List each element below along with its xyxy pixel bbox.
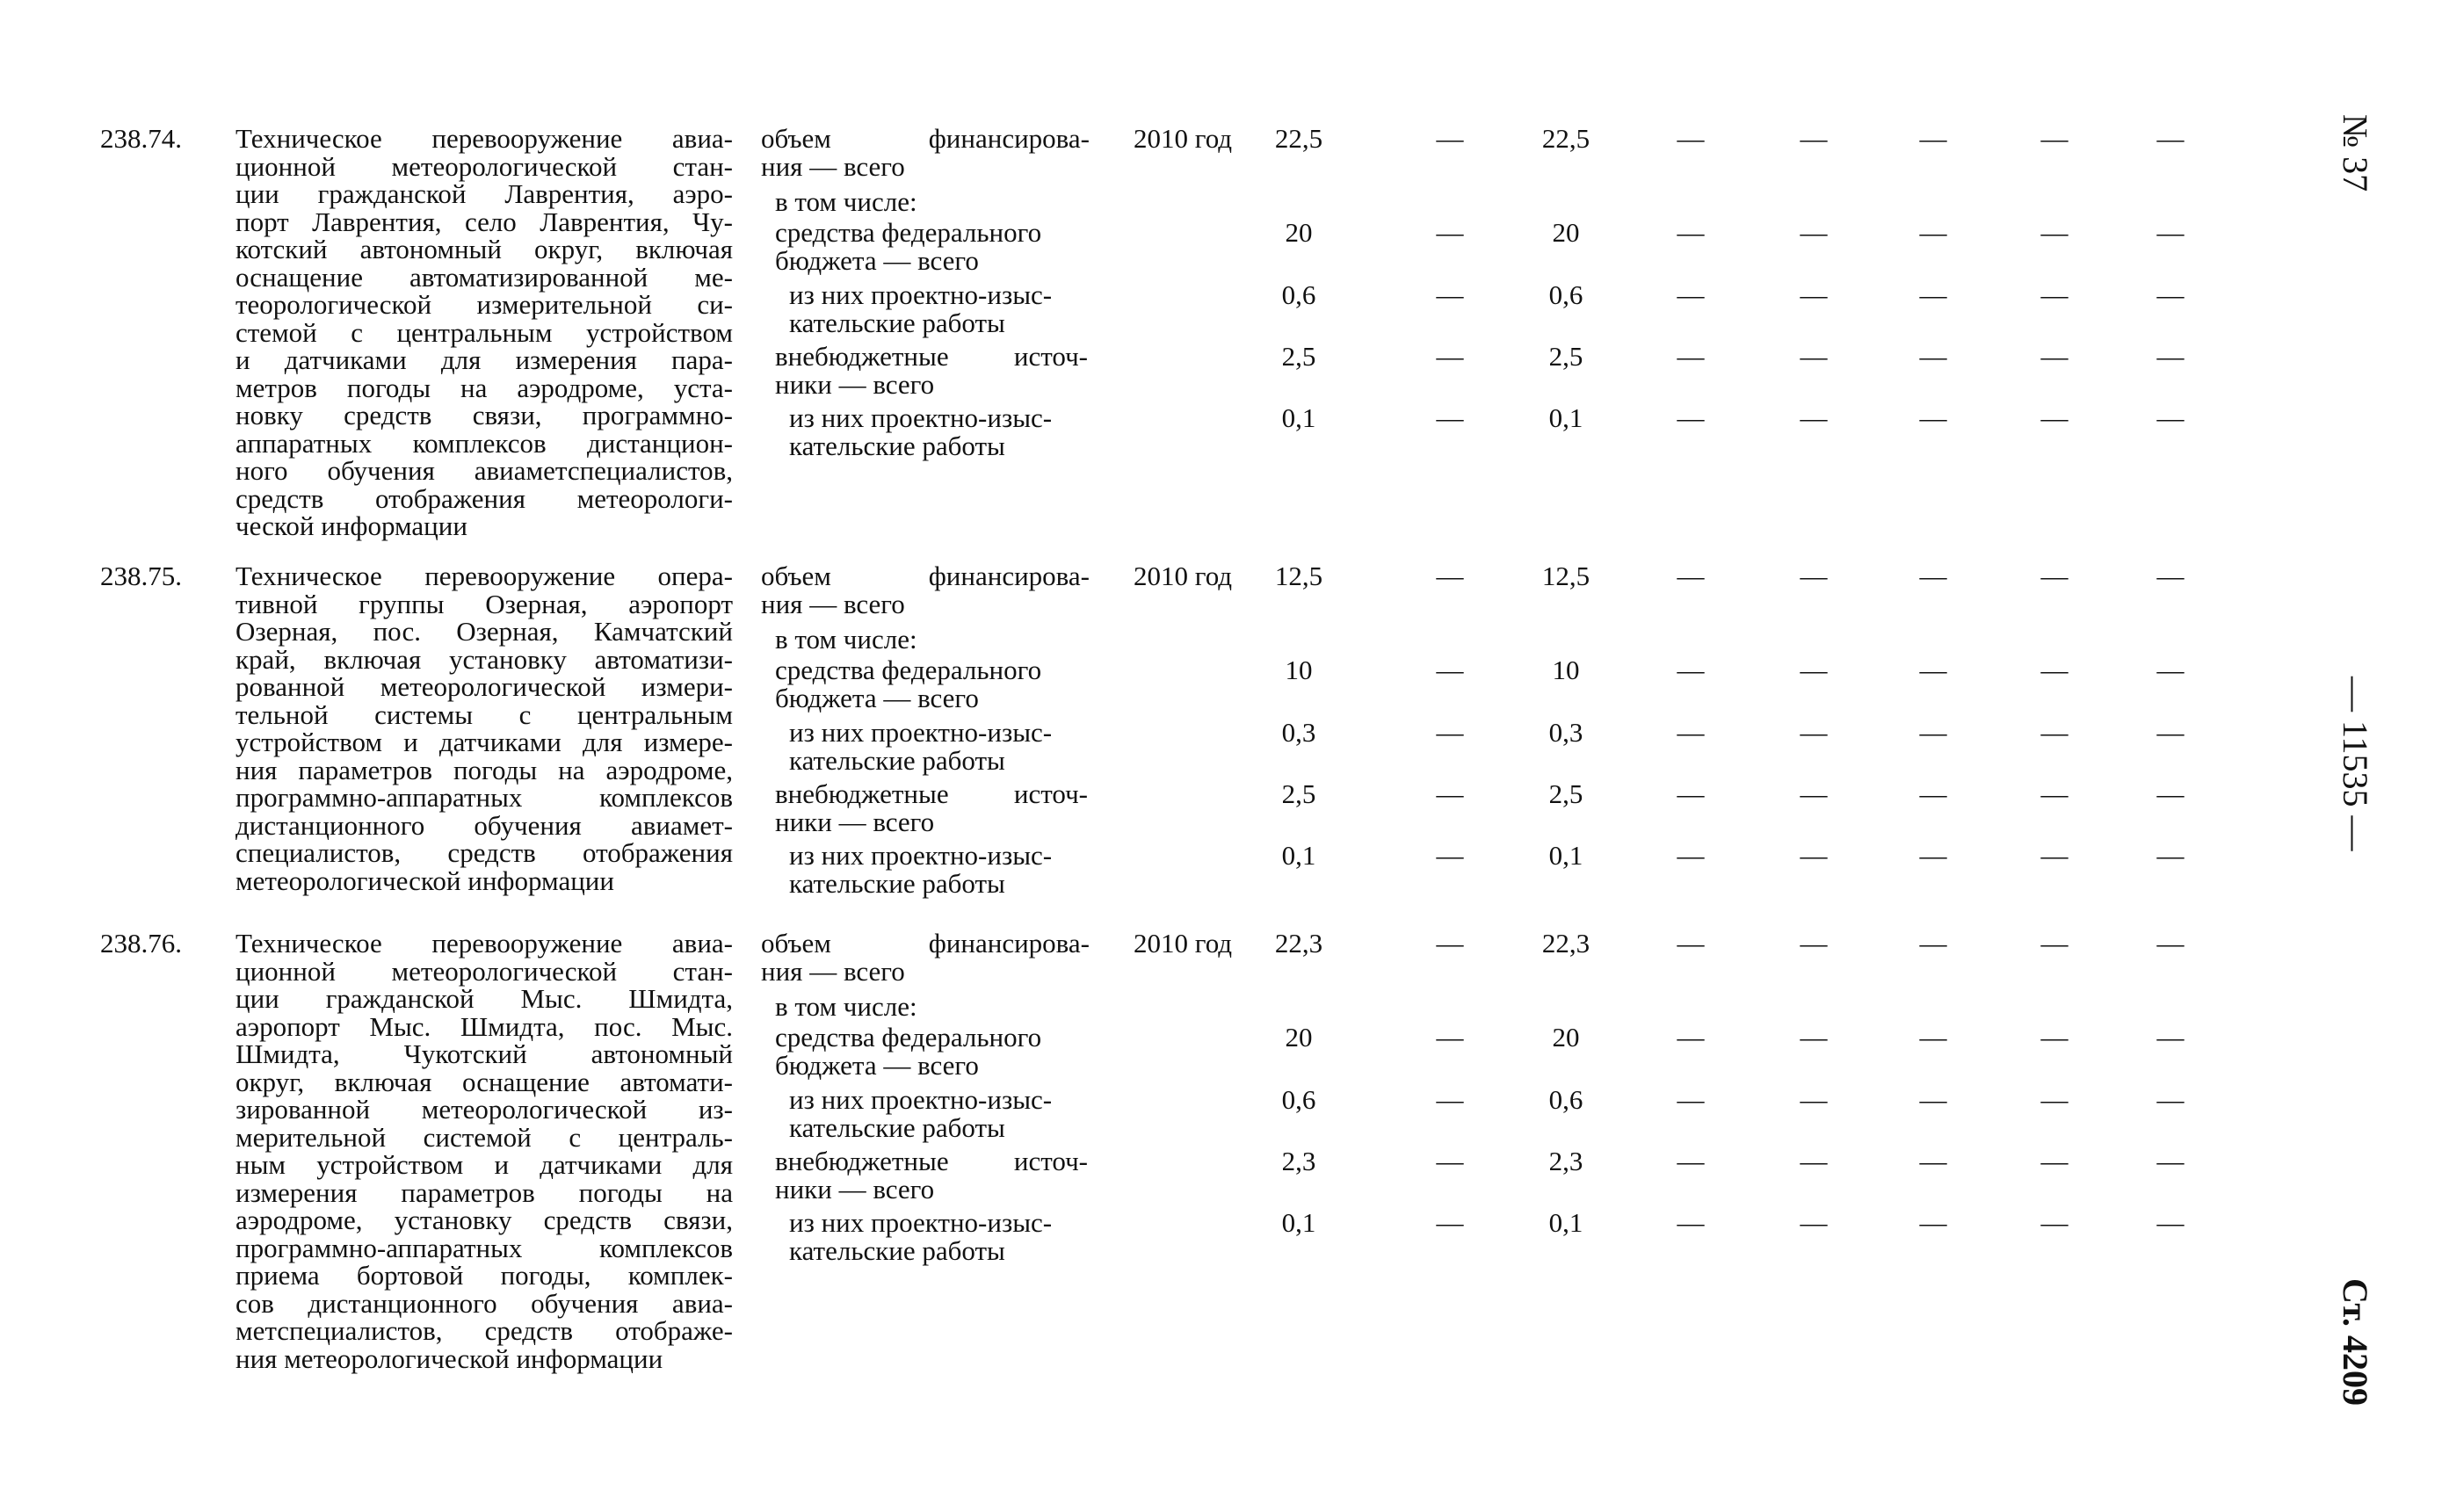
source-label-word: объем — [761, 928, 831, 959]
description-line: дистанционного обучения авиамет- — [235, 809, 733, 841]
value-cell: 22,3 — [1274, 928, 1323, 959]
funding-source — [775, 1147, 1088, 1203]
value-cell: 20 — [1552, 217, 1580, 248]
entry-number: 238.74. — [100, 123, 182, 154]
value-cell: 2,5 — [1281, 341, 1316, 372]
value-cell: — — [1800, 928, 1828, 959]
value-cell: — — [2040, 1084, 2069, 1115]
source-label-word: источ- — [1013, 778, 1088, 809]
value-cell: — — [1677, 1146, 1705, 1176]
value-cell: — — [2156, 655, 2185, 685]
source-label-line: из них проектно-изыс- — [789, 1207, 1053, 1238]
value-cell: — — [1800, 1146, 1828, 1176]
value-cell: — — [1677, 1207, 1705, 1238]
value-cell: 0,1 — [1281, 840, 1316, 871]
funding-source — [789, 404, 1088, 459]
funding-source — [775, 343, 1088, 398]
value-cell: 0,6 — [1281, 279, 1316, 310]
issue-number: № 37 — [2336, 114, 2375, 192]
description-line: ционной метеорологической стан- — [235, 150, 733, 182]
value-cell: — — [1436, 341, 1464, 372]
value-cell: — — [1677, 1022, 1705, 1053]
source-label-line: ники — всего — [775, 368, 935, 400]
description-line: Шмидта, Чукотский автономный — [235, 1038, 733, 1069]
source-label-line: в том числе: — [775, 186, 917, 217]
source-label-line — [761, 930, 1090, 958]
funding-source — [775, 219, 1088, 274]
source-label-line: ния — всего — [761, 150, 905, 182]
entry-number: 238.75. — [100, 561, 182, 591]
value-cell: — — [1677, 279, 1705, 310]
source-label-line: из них проектно-изыс- — [789, 279, 1053, 310]
source-label-line: кательские работы — [789, 867, 1005, 899]
value-cell: — — [1800, 1084, 1828, 1115]
source-label-line — [775, 343, 1088, 371]
value-cell: — — [1436, 1084, 1464, 1115]
description-line: ционной метеорологической стан- — [235, 955, 733, 987]
value-cell: 0,6 — [1548, 279, 1583, 310]
description-line: измерения параметров погоды на — [235, 1176, 733, 1208]
value-cell: 22,5 — [1541, 123, 1590, 154]
source-label-line: кательские работы — [789, 1111, 1005, 1143]
value-cell: 0,1 — [1281, 402, 1316, 433]
value-cell: — — [2156, 1022, 2185, 1053]
source-label-line: кательские работы — [789, 1234, 1005, 1266]
source-label-line: в том числе: — [775, 624, 917, 655]
funding-source — [789, 842, 1088, 897]
value-cell: — — [1919, 1084, 1947, 1115]
source-label-line: бюджета — всего — [775, 682, 979, 713]
description-line: теорологической измерительной си- — [235, 289, 733, 320]
source-label-line: кательские работы — [789, 744, 1005, 776]
value-cell: 12,5 — [1541, 561, 1590, 591]
value-cell: — — [2040, 341, 2069, 372]
value-cell: — — [1800, 717, 1828, 748]
entry-number: 238.76. — [100, 928, 182, 959]
value-cell: — — [1800, 778, 1828, 809]
source-label-word: источ- — [1013, 1146, 1088, 1176]
entry-description — [235, 930, 733, 1372]
source-label-line — [775, 780, 1088, 808]
description-line: ческой информации — [235, 510, 467, 541]
source-label-line: ния — всего — [761, 955, 905, 987]
value-cell: — — [2156, 717, 2185, 748]
value-cell: — — [1436, 928, 1464, 959]
value-cell: — — [1436, 717, 1464, 748]
value-cell: — — [1919, 279, 1947, 310]
value-cell: — — [1919, 1146, 1947, 1176]
funding-source — [775, 626, 1088, 654]
value-cell: — — [1800, 561, 1828, 591]
value-cell: — — [1919, 123, 1947, 154]
value-cell: — — [2156, 1084, 2185, 1115]
description-line: Техническое перевооружение авиа- — [235, 123, 733, 154]
description-line: и датчиками для измерения пара- — [235, 344, 733, 375]
value-cell: — — [1677, 561, 1705, 591]
value-cell: — — [1919, 402, 1947, 433]
funding-source — [789, 1209, 1088, 1264]
value-cell: — — [1919, 655, 1947, 685]
value-cell: — — [2040, 402, 2069, 433]
article-number: Ст. 4209 — [2336, 1278, 2375, 1406]
description-line: сов дистанционного обучения авиа- — [235, 1287, 733, 1319]
value-cell: 22,5 — [1274, 123, 1323, 154]
description-line: аппаратных комплексов дистанцион- — [235, 427, 733, 459]
value-cell: — — [1436, 840, 1464, 871]
funding-source — [775, 188, 1088, 216]
value-cell: — — [1436, 1146, 1464, 1176]
value-cell: 10 — [1552, 655, 1580, 685]
value-cell: — — [1800, 1022, 1828, 1053]
description-line: котский автономный округ, включая — [235, 234, 733, 264]
description-line: Техническое перевооружение авиа- — [235, 928, 733, 959]
value-cell: — — [1919, 341, 1947, 372]
description-line: приема бортовой погоды, комплек- — [235, 1260, 733, 1291]
description-line: оснащение автоматизированной ме- — [235, 261, 733, 293]
value-cell: — — [2156, 561, 2185, 591]
value-cell: 20 — [1285, 1022, 1313, 1053]
source-label-line: средства федерального — [775, 217, 1042, 248]
description-line: ния параметров погоды на аэродроме, — [235, 754, 733, 785]
period-year: 2010 год — [1134, 928, 1233, 959]
value-cell: — — [2156, 840, 2185, 871]
value-cell: — — [2156, 279, 2185, 310]
description-line: программно-аппаратных комплексов — [235, 1232, 733, 1263]
value-cell: — — [1436, 655, 1464, 685]
funding-source — [761, 562, 1090, 618]
description-line: специалистов, средств отображения — [235, 837, 733, 868]
value-cell: — — [2156, 1146, 2185, 1176]
source-label-word: внебюджетные — [775, 341, 949, 372]
value-cell: — — [2040, 778, 2069, 809]
description-line: ным устройством и датчиками для — [235, 1149, 733, 1180]
value-cell: — — [1800, 279, 1828, 310]
description-line: тельной системы с центральным — [235, 698, 733, 730]
source-label-line — [761, 562, 1090, 590]
description-line: метеорологической информации — [235, 865, 614, 896]
description-line: Техническое перевооружение опера- — [235, 561, 733, 591]
source-label-word: внебюджетные — [775, 1146, 949, 1176]
source-label-word: объем — [761, 123, 831, 154]
value-cell: — — [1800, 341, 1828, 372]
source-label-line: ники — всего — [775, 1173, 935, 1205]
description-line: ции гражданской Мыс. Шмидта, — [235, 983, 733, 1014]
value-cell: — — [1677, 341, 1705, 372]
source-label-word: внебюджетные — [775, 778, 949, 809]
source-label-word: источ- — [1013, 341, 1088, 372]
funding-source — [775, 780, 1088, 836]
value-cell: — — [1436, 123, 1464, 154]
source-label-line: кательские работы — [789, 307, 1005, 338]
description-line: аэропорт Мыс. Шмидта, пос. Мыс. — [235, 1010, 733, 1042]
value-cell: — — [2040, 840, 2069, 871]
description-line: край, включая установку автоматизи- — [235, 643, 733, 675]
value-cell: — — [1919, 717, 1947, 748]
description-line: зированной метеорологической из- — [235, 1094, 733, 1125]
value-cell: — — [1919, 561, 1947, 591]
value-cell: 0,1 — [1281, 1207, 1316, 1238]
source-label-line — [761, 125, 1090, 153]
value-cell: — — [1800, 217, 1828, 248]
source-label-word: объем — [761, 561, 831, 591]
value-cell: — — [2040, 928, 2069, 959]
source-label-line — [775, 1147, 1088, 1176]
value-cell: — — [1919, 778, 1947, 809]
value-cell: — — [1436, 402, 1464, 433]
value-cell: 0,1 — [1548, 840, 1583, 871]
value-cell: — — [1677, 123, 1705, 154]
value-cell: — — [2040, 217, 2069, 248]
value-cell: 2,5 — [1281, 778, 1316, 809]
source-label-line: кательские работы — [789, 430, 1005, 461]
value-cell: — — [2156, 402, 2185, 433]
value-cell: — — [2040, 561, 2069, 591]
value-cell: — — [1919, 1207, 1947, 1238]
source-label-word: финансирова- — [928, 928, 1090, 959]
value-cell: — — [1436, 279, 1464, 310]
description-line: новку средств связи, программно- — [235, 400, 733, 430]
description-line: рованной метеорологической измери- — [235, 671, 733, 702]
page-number: — 11535 — — [2336, 676, 2375, 851]
value-cell: — — [1800, 123, 1828, 154]
description-line: порт Лаврентия, село Лаврентия, Чу- — [235, 206, 733, 237]
description-line: аэродроме, установку средств связи, — [235, 1205, 733, 1235]
value-cell: — — [1436, 561, 1464, 591]
value-cell: — — [2156, 1207, 2185, 1238]
entry-description — [235, 562, 733, 894]
value-cell: — — [2040, 1207, 2069, 1238]
value-cell: 12,5 — [1274, 561, 1323, 591]
value-cell: 20 — [1552, 1022, 1580, 1053]
value-cell: — — [2156, 217, 2185, 248]
value-cell: 0,1 — [1548, 402, 1583, 433]
description-line: метров погоды на аэродроме, уста- — [235, 372, 733, 403]
description-line: устройством и датчиками для измере- — [235, 727, 733, 757]
description-line: мерительной системой с централь- — [235, 1121, 733, 1153]
value-cell: — — [1436, 1207, 1464, 1238]
value-cell: — — [2040, 279, 2069, 310]
description-line: стемой с центральным устройством — [235, 316, 733, 348]
source-label-line: бюджета — всего — [775, 244, 979, 276]
funding-source — [789, 719, 1088, 774]
period-year: 2010 год — [1134, 123, 1233, 154]
value-cell: 0,6 — [1548, 1084, 1583, 1115]
value-cell: 20 — [1285, 217, 1313, 248]
description-line: ного обучения авиаметспециалистов, — [235, 455, 733, 486]
value-cell: 2,5 — [1548, 341, 1583, 372]
value-cell: — — [2040, 1146, 2069, 1176]
value-cell: — — [1800, 655, 1828, 685]
value-cell: — — [2156, 778, 2185, 809]
value-cell: — — [1800, 840, 1828, 871]
value-cell: — — [2040, 1022, 2069, 1053]
value-cell: — — [1919, 217, 1947, 248]
description-line: программно-аппаратных комплексов — [235, 782, 733, 813]
funding-source — [761, 125, 1090, 180]
value-cell: — — [2156, 341, 2185, 372]
value-cell: 2,5 — [1548, 778, 1583, 809]
value-cell: 2,3 — [1281, 1146, 1316, 1176]
value-cell: — — [2156, 123, 2185, 154]
value-cell: 0,1 — [1548, 1207, 1583, 1238]
value-cell: — — [1677, 655, 1705, 685]
entry-description — [235, 125, 733, 540]
period-year: 2010 год — [1134, 561, 1233, 591]
value-cell: — — [1677, 1084, 1705, 1115]
funding-source — [775, 993, 1088, 1021]
value-cell: — — [1919, 928, 1947, 959]
source-label-line: средства федерального — [775, 655, 1042, 685]
funding-source — [775, 1024, 1088, 1079]
value-cell: 22,3 — [1541, 928, 1590, 959]
value-cell: 2,3 — [1548, 1146, 1583, 1176]
source-label-line: бюджета — всего — [775, 1049, 979, 1081]
source-label-line: из них проектно-изыс- — [789, 402, 1053, 433]
source-label-line: в том числе: — [775, 991, 917, 1022]
source-label-line: из них проектно-изыс- — [789, 717, 1053, 748]
value-cell: 10 — [1285, 655, 1313, 685]
funding-source — [789, 281, 1088, 336]
value-cell: — — [1677, 402, 1705, 433]
value-cell: — — [1677, 840, 1705, 871]
funding-source — [775, 656, 1088, 712]
description-line: округ, включая оснащение автомати- — [235, 1066, 733, 1097]
source-label-word: финансирова- — [928, 561, 1090, 591]
value-cell: — — [1677, 778, 1705, 809]
value-cell: — — [1919, 1022, 1947, 1053]
source-label-word: финансирова- — [928, 123, 1090, 154]
value-cell: — — [1436, 217, 1464, 248]
value-cell: — — [1436, 778, 1464, 809]
value-cell: — — [1677, 717, 1705, 748]
description-line: тивной группы Озерная, аэропорт — [235, 588, 733, 619]
value-cell: 0,6 — [1281, 1084, 1316, 1115]
value-cell: — — [1677, 928, 1705, 959]
source-label-line: ния — всего — [761, 588, 905, 619]
value-cell: — — [1436, 1022, 1464, 1053]
value-cell: — — [2156, 928, 2185, 959]
value-cell: — — [2040, 123, 2069, 154]
description-line: Озерная, пос. Озерная, Камчатский — [235, 616, 733, 647]
funding-source — [761, 930, 1090, 985]
source-label-line: средства федерального — [775, 1022, 1042, 1053]
source-label-line: из них проектно-изыс- — [789, 1084, 1053, 1115]
value-cell: — — [2040, 717, 2069, 748]
value-cell: — — [1919, 840, 1947, 871]
source-label-line: из них проектно-изыс- — [789, 840, 1053, 871]
value-cell: — — [2040, 655, 2069, 685]
description-line: метспециалистов, средств отображе- — [235, 1315, 733, 1346]
value-cell: — — [1677, 217, 1705, 248]
description-line: ции гражданской Лаврентия, аэро- — [235, 178, 733, 209]
value-cell: — — [1800, 1207, 1828, 1238]
value-cell: — — [1800, 402, 1828, 433]
funding-source — [789, 1086, 1088, 1141]
description-line: ния метеорологической информации — [235, 1342, 663, 1374]
source-label-line: ники — всего — [775, 806, 935, 837]
value-cell: 0,3 — [1548, 717, 1583, 748]
description-line: средств отображения метеорологи- — [235, 482, 733, 514]
value-cell: 0,3 — [1281, 717, 1316, 748]
